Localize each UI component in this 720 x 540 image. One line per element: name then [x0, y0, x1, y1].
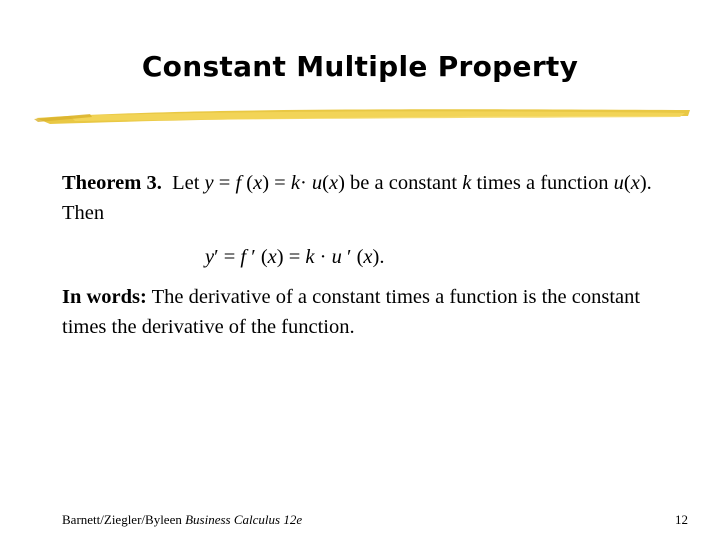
var-x: x — [329, 172, 339, 194]
theorem-text: ( — [322, 172, 329, 194]
equation-text: ′ = — [214, 246, 241, 268]
theorem-text: ( — [623, 172, 631, 194]
title-underline — [30, 100, 690, 130]
derivative-equation — [205, 242, 384, 272]
theorem-text: ) be a constant — [338, 172, 463, 194]
footer-citation — [62, 512, 302, 528]
slide-title: Constant Multiple Property — [141, 50, 579, 83]
theorem-text: = — [213, 172, 236, 194]
theorem-label: Theorem 3. — [62, 172, 162, 194]
dot-operator: · — [299, 172, 307, 194]
in-words-explanation — [62, 282, 672, 342]
var-k: k — [290, 172, 300, 194]
var-x: x — [253, 172, 263, 194]
var-f: f — [240, 246, 247, 268]
theorem-text: Let — [172, 172, 205, 194]
theorem-text: ). Then — [62, 172, 652, 224]
theorem-text: ) = — [262, 172, 291, 194]
equation-text: ′ ( — [341, 246, 364, 268]
var-x: x — [630, 172, 640, 194]
theorem-text: times a function — [471, 172, 614, 194]
in-words-text: The derivative of a constant times a function is the constant times the derivative of the function. — [62, 286, 641, 338]
equation-text: ′ ( — [246, 246, 268, 268]
var-x: x — [267, 246, 277, 268]
var-y: y — [204, 172, 214, 194]
footer-authors: Barnett/Ziegler/Byleen — [62, 512, 186, 527]
equation-text: ) = — [276, 246, 306, 268]
var-u: u — [311, 172, 323, 194]
var-k: k — [462, 172, 472, 194]
equation-text: ). — [372, 246, 385, 268]
var-f: f — [235, 172, 242, 194]
in-words-label: In words: — [62, 286, 147, 308]
var-u: u — [613, 172, 624, 194]
var-y: y — [205, 246, 215, 268]
footer-book-title: Business Calculus 12e — [185, 512, 303, 527]
var-u: u — [331, 246, 342, 268]
equation-text: · — [314, 246, 332, 268]
var-k: k — [305, 246, 315, 268]
theorem-statement — [62, 168, 662, 228]
page-number: 12 — [675, 512, 688, 527]
var-x: x — [363, 246, 373, 268]
theorem-text: ( — [241, 172, 254, 194]
